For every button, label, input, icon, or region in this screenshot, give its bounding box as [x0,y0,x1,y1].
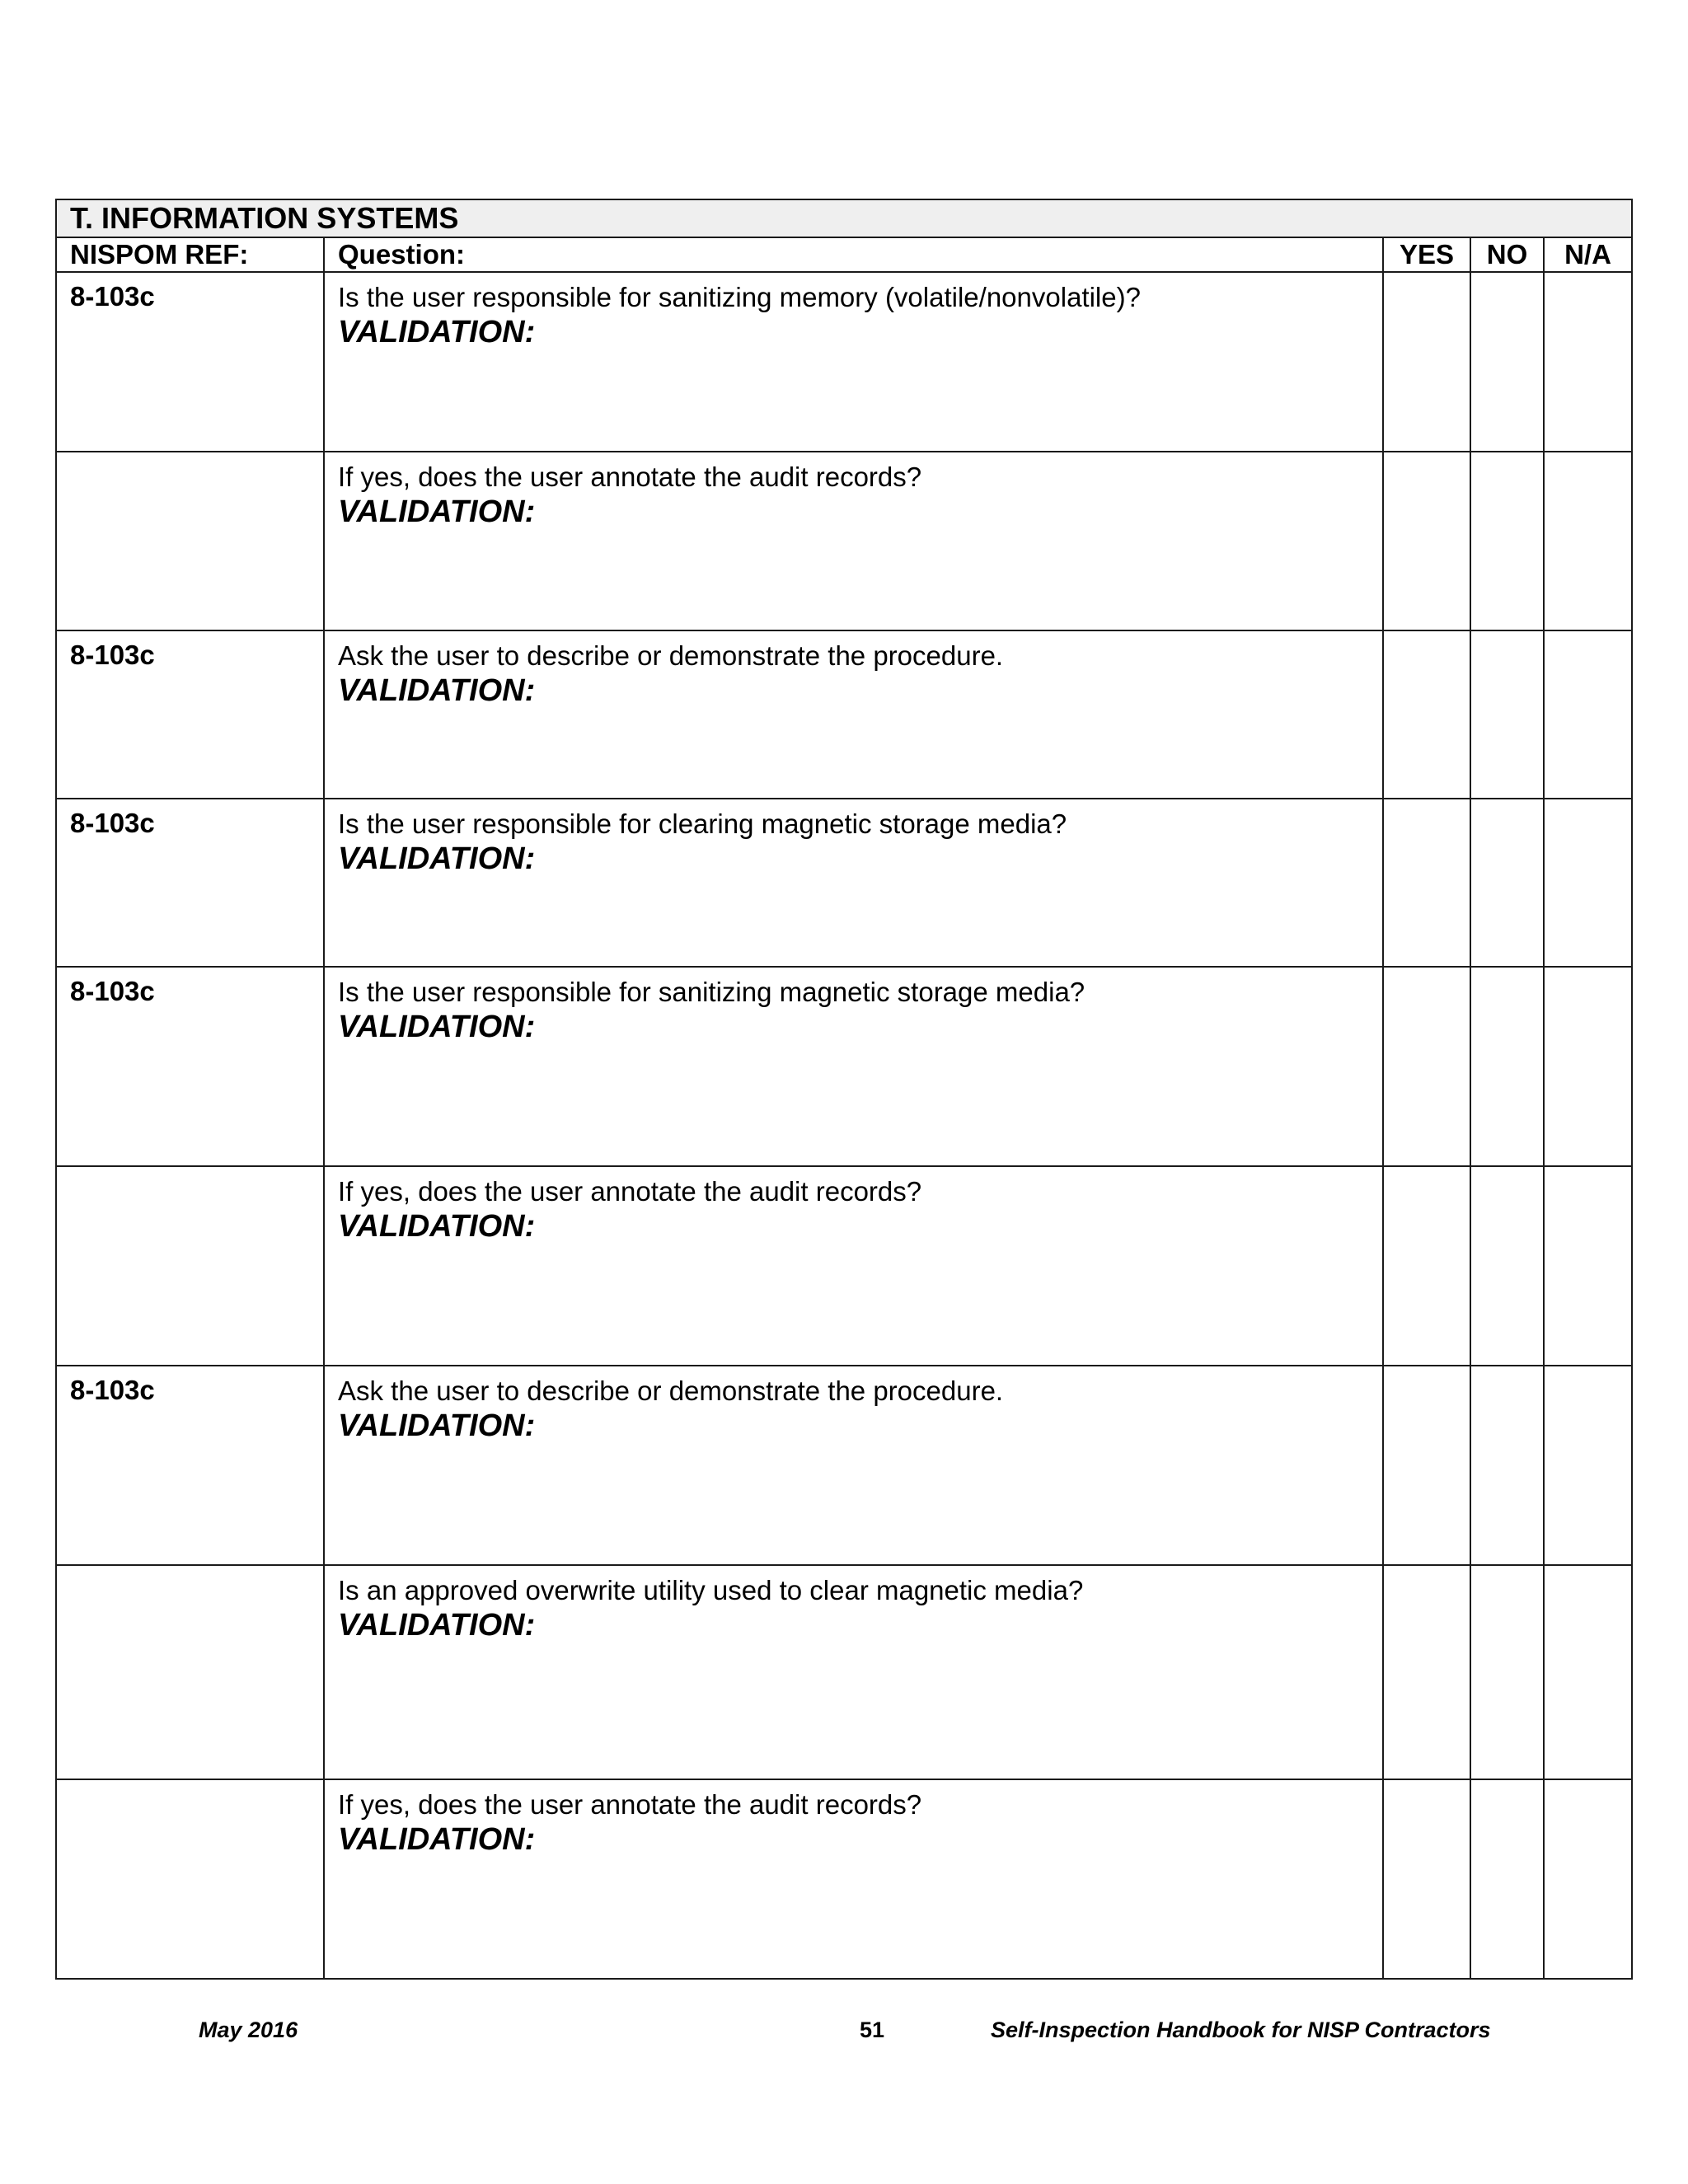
validation-label: VALIDATION: [338,1408,536,1443]
table-row [56,1565,1632,1779]
question-text: Ask the user to describe or demonstrate the procedure. [338,640,1004,671]
na-checkbox[interactable] [1544,452,1632,630]
no-checkbox[interactable] [1470,1779,1544,1979]
nispom-ref: 8-103c [56,967,324,1166]
yes-checkbox[interactable] [1383,1366,1470,1565]
table-row [56,1779,1632,1979]
question-cell[interactable] [324,967,1383,1166]
validation-label: VALIDATION: [338,1010,536,1044]
nispom-ref: 8-103c [56,799,324,967]
na-checkbox[interactable] [1544,1565,1632,1779]
table-row [56,630,1632,799]
na-checkbox[interactable] [1544,1366,1632,1565]
header-question: Question: [324,237,1383,272]
question-text: Ask the user to describe or demonstrate the procedure. [338,1376,1004,1406]
table-row [56,452,1632,630]
validation-label: VALIDATION: [338,494,536,529]
column-header-row [56,237,1632,272]
validation-label: VALIDATION: [338,1209,536,1244]
no-checkbox[interactable] [1470,967,1544,1166]
validation-label: VALIDATION: [338,1608,536,1643]
page-footer [0,2018,1688,2050]
no-checkbox[interactable] [1470,630,1544,799]
question-cell[interactable] [324,1166,1383,1366]
no-checkbox[interactable] [1470,799,1544,967]
question-text: Is an approved overwrite utility used to clear magnetic media? [338,1575,1084,1605]
yes-checkbox[interactable] [1383,1779,1470,1979]
na-checkbox[interactable] [1544,630,1632,799]
no-checkbox[interactable] [1470,1166,1544,1366]
header-no: NO [1470,237,1544,272]
yes-checkbox[interactable] [1383,967,1470,1166]
question-cell[interactable] [324,272,1383,452]
table-row [56,1166,1632,1366]
question-text: Is the user responsible for clearing magnetic storage media? [338,808,1067,839]
na-checkbox[interactable] [1544,799,1632,967]
question-text: If yes, does the user annotate the audit records? [338,1789,922,1820]
na-checkbox[interactable] [1544,1166,1632,1366]
nispom-ref [56,1779,324,1979]
header-na: N/A [1544,237,1632,272]
yes-checkbox[interactable] [1383,630,1470,799]
table-row [56,967,1632,1166]
question-cell[interactable] [324,799,1383,967]
question-cell[interactable] [324,1366,1383,1565]
question-cell[interactable] [324,630,1383,799]
question-text: If yes, does the user annotate the audit records? [338,462,922,492]
yes-checkbox[interactable] [1383,799,1470,967]
na-checkbox[interactable] [1544,272,1632,452]
yes-checkbox[interactable] [1383,1166,1470,1366]
table-row [56,272,1632,452]
yes-checkbox[interactable] [1383,1565,1470,1779]
nispom-ref [56,1166,324,1366]
question-text: Is the user responsible for sanitizing memory (volatile/nonvolatile)? [338,282,1141,312]
footer-date: May 2016 [199,2018,298,2042]
na-checkbox[interactable] [1544,967,1632,1166]
question-cell[interactable] [324,1779,1383,1979]
nispom-ref [56,452,324,630]
yes-checkbox[interactable] [1383,272,1470,452]
footer-document-title: Self-Inspection Handbook for NISP Contractors [991,2018,1491,2042]
question-text: Is the user responsible for sanitizing magnetic storage media? [338,977,1085,1007]
header-yes: YES [1383,237,1470,272]
validation-label: VALIDATION: [338,841,536,876]
no-checkbox[interactable] [1470,1366,1544,1565]
header-nispom-ref: NISPOM REF: [56,237,324,272]
yes-checkbox[interactable] [1383,452,1470,630]
nispom-ref: 8-103c [56,272,324,452]
no-checkbox[interactable] [1470,272,1544,452]
question-cell[interactable] [324,452,1383,630]
checklist-table [55,199,1633,1980]
no-checkbox[interactable] [1470,1565,1544,1779]
no-checkbox[interactable] [1470,452,1544,630]
na-checkbox[interactable] [1544,1779,1632,1979]
nispom-ref: 8-103c [56,1366,324,1565]
question-text: If yes, does the user annotate the audit records? [338,1176,922,1207]
section-title: T. INFORMATION SYSTEMS [56,199,1632,237]
nispom-ref [56,1565,324,1779]
validation-label: VALIDATION: [338,673,536,708]
question-cell[interactable] [324,1565,1383,1779]
validation-label: VALIDATION: [338,315,536,349]
validation-label: VALIDATION: [338,1822,536,1857]
table-row [56,1366,1632,1565]
nispom-ref: 8-103c [56,630,324,799]
page-number: 51 [860,2018,885,2042]
table-row [56,799,1632,967]
